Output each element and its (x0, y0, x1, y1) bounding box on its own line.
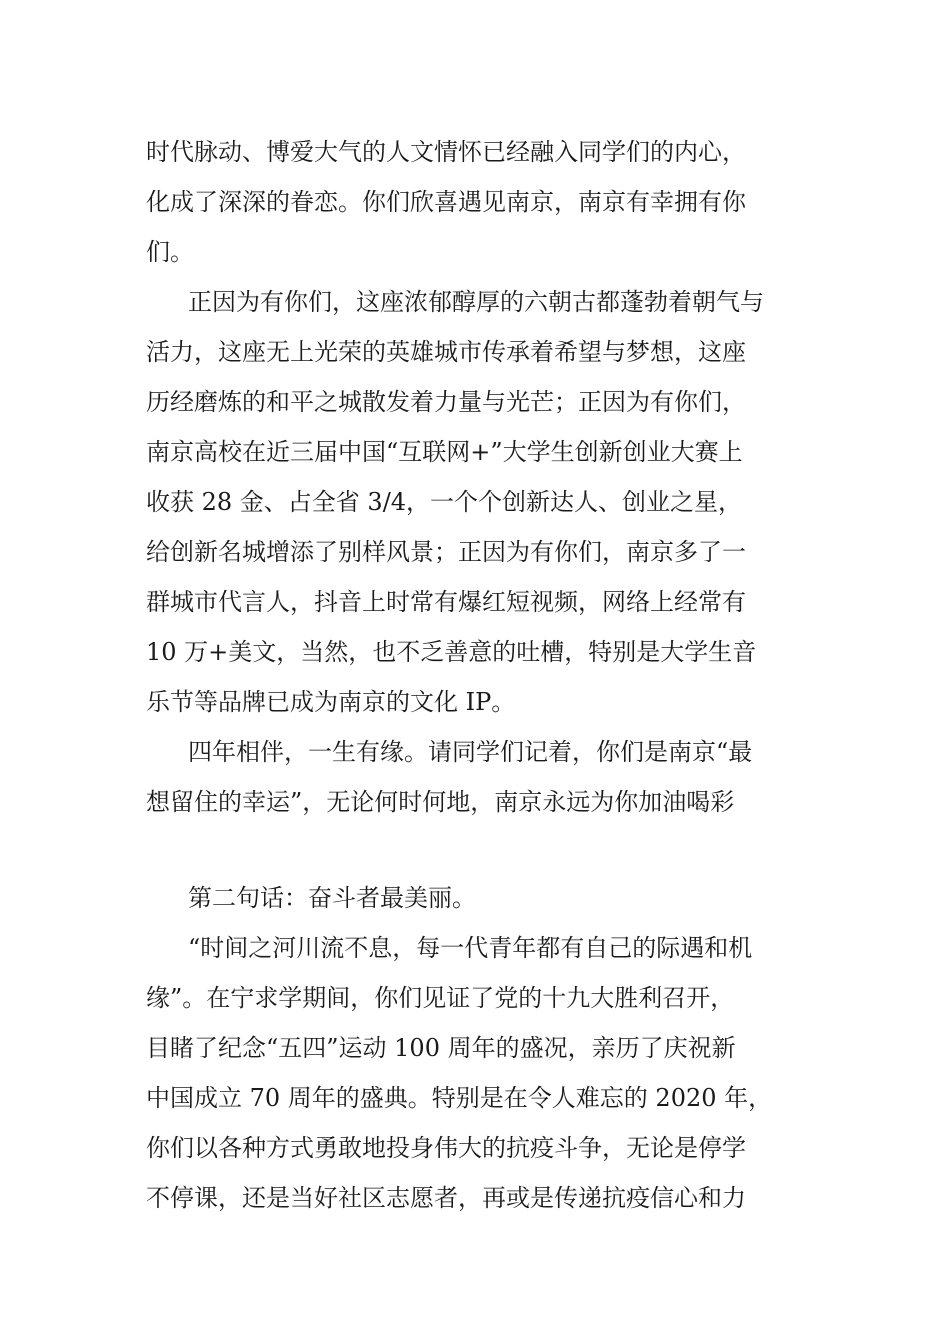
paragraph-start-line: 四年相伴，一生有缘。请同学们记着，你们是南京“最 (188, 738, 753, 766)
paragraph-start-line: 正因为有你们，这座浓郁醇厚的六朝古都蓬勃着朝气与 (188, 288, 764, 316)
text-line: 不停课，还是当好社区志愿者，再或是传递抗疫信心和力 (146, 1184, 746, 1212)
text-line: 10 万+美文，当然，也不乏善意的吐槽，特别是大学生音 (146, 638, 757, 666)
text-line: 缘”。在宁求学期间，你们见证了党的十九大胜利召开， (146, 984, 735, 1012)
text-line: 历经磨炼的和平之城散发着力量与光芒；正因为有你们， (146, 388, 746, 416)
text-line: 想留住的幸运”，无论何时何地，南京永远为你加油喝彩 (146, 788, 735, 816)
text-line: 收获 28 金、占全省 3/4，一个个创新达人、创业之星， (146, 488, 743, 516)
text-line: 时代脉动、博爱大气的人文情怀已经融入同学们的内心， (146, 138, 746, 166)
text-line: 活力，这座无上光荣的英雄城市传承着希望与梦想，这座 (146, 338, 746, 366)
text-line: 中国成立 70 周年的盛典。特别是在令人难忘的 2020 年， (146, 1084, 773, 1112)
text-line: 你们以各种方式勇敢地投身伟大的抗疫斗争，无论是停学 (146, 1134, 746, 1162)
section-heading: 第二句话：奋斗者最美丽。 (188, 884, 476, 912)
paragraph-start-line: “时间之河川流不息，每一代青年都有自己的际遇和机 (188, 934, 753, 962)
text-line: 们。 (146, 238, 194, 266)
text-line: 给创新名城增添了别样风景；正因为有你们，南京多了一 (146, 538, 746, 566)
text-line: 群城市代言人，抖音上时常有爆红短视频，网络上经常有 (146, 588, 746, 616)
text-line: 目睹了纪念“五四”运动 100 周年的盛况，亲历了庆祝新 (146, 1034, 736, 1062)
text-line: 南京高校在近三届中国“互联网+”大学生创新创业大赛上 (146, 438, 743, 466)
text-line: 乐节等品牌已成为南京的文化 IP。 (146, 688, 516, 716)
text-line: 化成了深深的眷恋。你们欣喜遇见南京，南京有幸拥有你 (146, 188, 746, 216)
